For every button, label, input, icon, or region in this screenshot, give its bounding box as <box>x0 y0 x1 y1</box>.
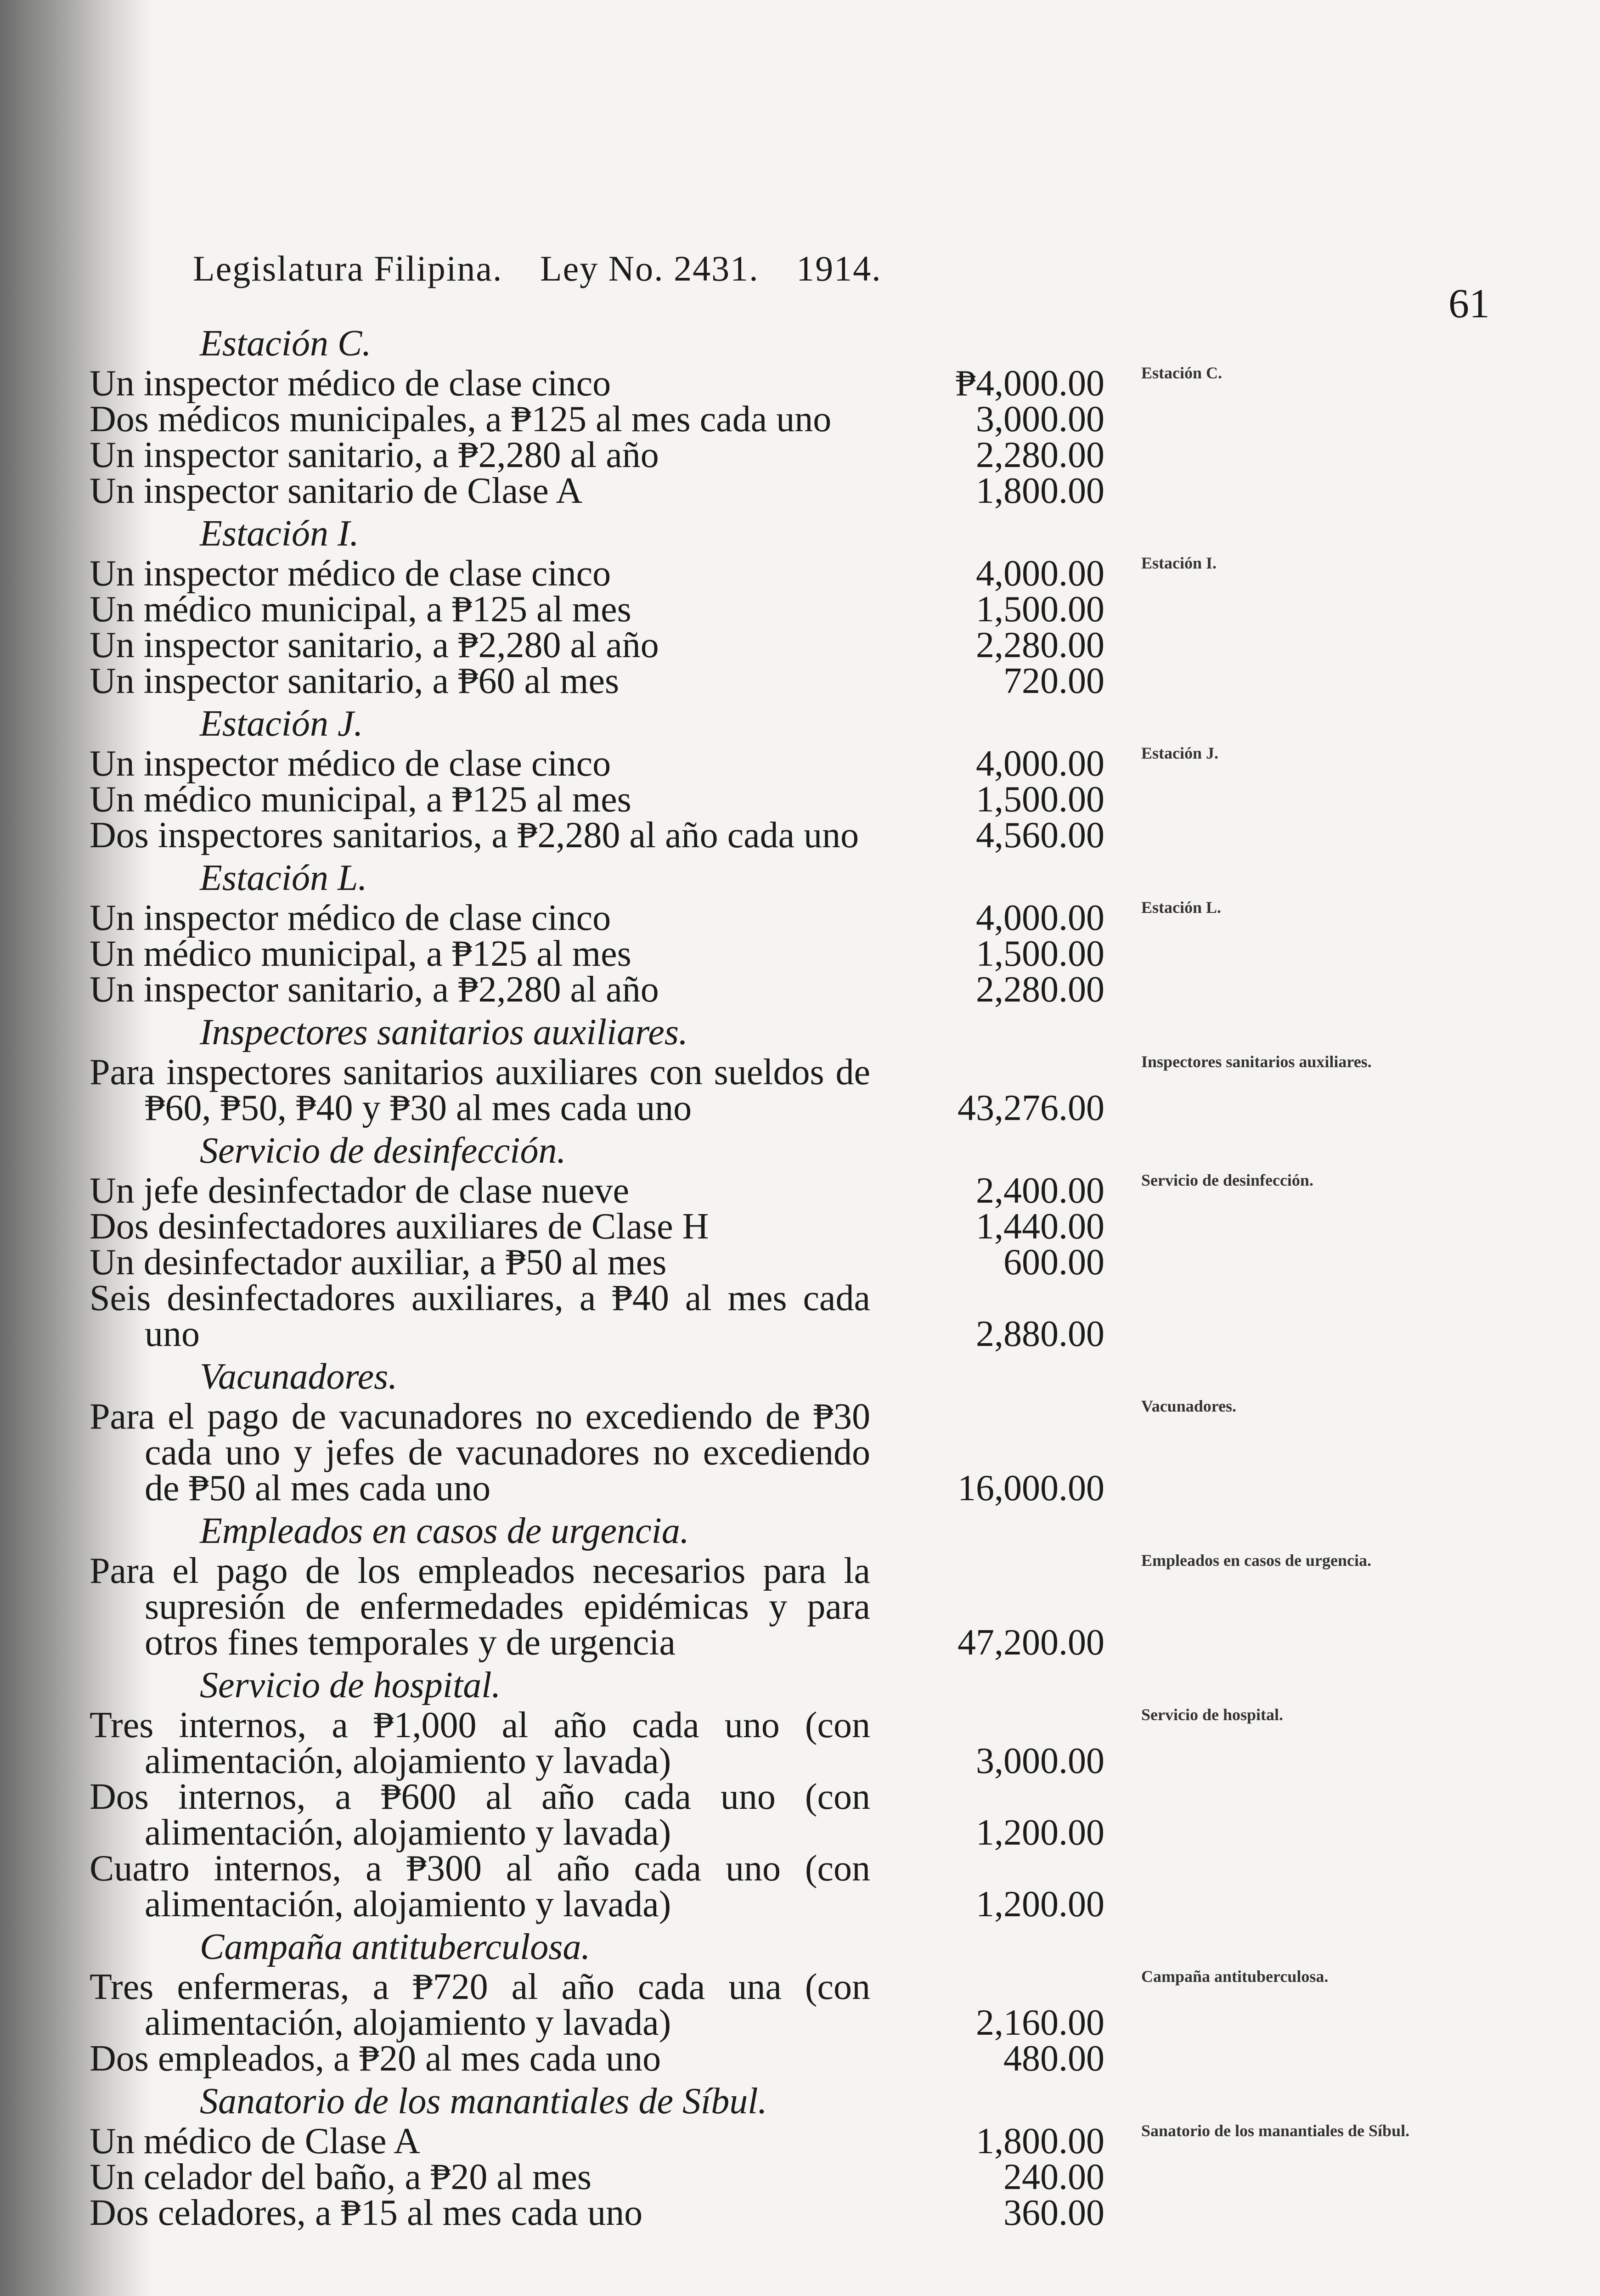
line-item-amount: 3,000.00 <box>976 1741 1104 1781</box>
line-item-text: Para inspectores sanitarios auxiliares con sueldos de ₱60, ₱50, ₱40 y ₱30 al mes cada uno <box>90 1052 870 1128</box>
line-item-description <box>85 2038 870 2079</box>
line-item-amount: 600.00 <box>1003 1242 1104 1283</box>
line-item <box>85 1206 1440 1247</box>
section-title: Vacunadores. <box>200 1356 398 1397</box>
line-item <box>85 627 1440 663</box>
line-item <box>85 1707 1440 1779</box>
line-item-text: Dos internos, a ₱600 al año cada uno (con alimentación, alojamiento y lavada) <box>90 1777 870 1853</box>
section-title: Estación I. <box>200 513 359 554</box>
line-item-amount: ₱4,000.00 <box>955 363 1104 404</box>
line-item-text: Un jefe desinfectador de clase nueve <box>90 1171 629 1211</box>
line-item-description <box>85 900 870 936</box>
line-item-amount: 2,400.00 <box>976 1171 1104 1211</box>
line-item <box>85 1848 1440 1925</box>
line-item-description <box>85 1969 870 2041</box>
line-item-amount: 2,160.00 <box>976 2003 1104 2043</box>
page-number: 61 <box>1448 281 1490 326</box>
line-item-text: Dos empleados, a ₱20 al mes cada uno <box>90 2038 661 2079</box>
section-title: Servicio de hospital. <box>200 1665 501 1705</box>
line-item <box>85 589 1440 630</box>
line-item-description <box>85 1242 870 1283</box>
line-item-amount: 1,200.00 <box>976 1812 1104 1853</box>
line-item-amount: 16,000.00 <box>958 1468 1104 1508</box>
margin-note: Campaña antituberculosa. <box>1141 1967 1329 1986</box>
line-item-description <box>85 1054 870 1126</box>
line-item <box>85 401 1440 437</box>
line-item <box>85 2123 1440 2159</box>
line-item-amount: 240.00 <box>1003 2157 1104 2197</box>
margin-note: Inspectores sanitarios auxiliares. <box>1141 1052 1372 1071</box>
line-item <box>85 2038 1440 2079</box>
line-item <box>85 1551 1440 1663</box>
line-item-amount: 2,880.00 <box>976 1314 1104 1354</box>
budget-section <box>85 856 1440 1010</box>
line-item-text: Un médico municipal, a ₱125 al mes <box>90 934 631 974</box>
line-item <box>85 663 1440 699</box>
line-item-amount: 1,500.00 <box>976 779 1104 820</box>
line-item <box>85 1280 1440 1352</box>
line-item-amount: 480.00 <box>1003 2038 1104 2079</box>
line-item-amount: 360.00 <box>1003 2193 1104 2233</box>
section-title: Estación L. <box>200 858 367 898</box>
line-item-text: Un inspector médico de clase cinco <box>90 553 611 594</box>
line-item-amount: 4,000.00 <box>976 553 1104 594</box>
line-item-text: Un médico municipal, a ₱125 al mes <box>90 589 631 630</box>
line-item <box>85 817 1440 853</box>
line-item-description <box>85 1779 870 1851</box>
line-item-text: Para el pago de vacunadores no excediendo de ₱30 cada uno y jefes de vacunadores no excediendo de ₱50 al mes cada uno <box>90 1396 870 1508</box>
section-title: Empleados en casos de urgencia. <box>200 1511 689 1551</box>
line-item-description <box>85 1280 870 1352</box>
header-publisher: Legislatura Filipina. <box>193 248 503 288</box>
margin-note: Estación I. <box>1141 554 1217 572</box>
line-item-text: Tres internos, a ₱1,000 al año cada uno (con alimentación, alojamiento y lavada) <box>90 1705 870 1781</box>
line-item-amount: 1,500.00 <box>976 934 1104 974</box>
line-item <box>85 437 1440 473</box>
line-item-amount: 2,280.00 <box>976 969 1104 1010</box>
line-item-description <box>85 2195 870 2231</box>
line-item-description <box>85 817 870 853</box>
line-item-amount: 1,500.00 <box>976 589 1104 630</box>
line-item-text: Un inspector sanitario, a ₱60 al mes <box>90 661 620 701</box>
line-item-amount: 4,560.00 <box>976 815 1104 855</box>
margin-note: Estación J. <box>1141 744 1219 762</box>
line-item-description <box>85 437 870 473</box>
line-item-description <box>85 589 870 630</box>
section-title: Estación J. <box>200 703 363 744</box>
line-item-description <box>85 1173 870 1209</box>
line-item <box>85 1396 1440 1508</box>
line-item-amount: 4,000.00 <box>976 743 1104 784</box>
line-item-text: Dos médicos municipales, a ₱125 al mes cada uno <box>90 399 832 439</box>
line-item-description <box>85 473 870 509</box>
section-title: Sanatorio de los manantiales de Síbul. <box>200 2081 767 2122</box>
line-item <box>85 1242 1440 1283</box>
margin-note: Servicio de desinfección. <box>1141 1171 1313 1189</box>
line-item-amount: 720.00 <box>1003 661 1104 701</box>
line-item-text: Para el pago de los empleados necesarios para la supresión de enfermedades epidémicas y para otros fines temporales y de urgencia <box>90 1551 870 1663</box>
budget-section <box>85 1010 1440 1129</box>
line-item <box>85 2159 1440 2195</box>
line-item-description <box>85 2159 870 2195</box>
line-item-amount: 1,800.00 <box>976 2121 1104 2161</box>
budget-section <box>85 1129 1440 1355</box>
budget-section <box>85 321 1440 512</box>
line-item-description <box>85 1396 870 1508</box>
line-item-text: Un inspector médico de clase cinco <box>90 743 611 784</box>
line-item-text: Dos desinfectadores auxiliares de Clase H <box>90 1206 709 1247</box>
line-item-description <box>85 1206 870 1247</box>
line-item-amount: 1,440.00 <box>976 1206 1104 1247</box>
line-item-amount: 2,280.00 <box>976 625 1104 665</box>
line-item <box>85 969 1440 1010</box>
line-item-description <box>85 553 870 594</box>
line-item-text: Seis desinfectadores auxiliares, a ₱40 al mes cada uno <box>90 1278 870 1354</box>
line-item-description <box>85 663 870 699</box>
line-item-description <box>85 936 870 972</box>
line-item <box>85 1054 1440 1126</box>
line-item <box>85 743 1440 784</box>
budget-section <box>85 1509 1440 1663</box>
line-item <box>85 900 1440 936</box>
line-item-amount: 3,000.00 <box>976 399 1104 439</box>
line-item-text: Dos inspectores sanitarios, a ₱2,280 al año cada uno <box>90 815 859 855</box>
line-item-text: Un celador del baño, a ₱20 al mes <box>90 2157 592 2197</box>
margin-note: Vacunadores. <box>1141 1397 1237 1415</box>
line-item-text: Un inspector médico de clase cinco <box>90 898 611 938</box>
line-item <box>85 1969 1440 2041</box>
margin-note: Sanatorio de los manantiales de Síbul. <box>1141 2122 1410 2140</box>
line-item-text: Dos celadores, a ₱15 al mes cada uno <box>90 2193 643 2233</box>
line-item-amount: 47,200.00 <box>958 1622 1104 1663</box>
line-item-text: Cuatro internos, a ₱300 al año cada uno (con alimentación, alojamiento y lavada) <box>90 1848 870 1925</box>
line-item-text: Un desinfectador auxiliar, a ₱50 al mes <box>90 1242 667 1283</box>
budget-section <box>85 702 1440 856</box>
line-item-amount: 2,280.00 <box>976 435 1104 475</box>
margin-note: Empleados en casos de urgencia. <box>1141 1551 1372 1570</box>
line-item-description <box>85 1551 870 1663</box>
line-item-description <box>85 363 870 404</box>
line-item-amount: 1,800.00 <box>976 471 1104 511</box>
appropriation-list <box>85 321 1440 2234</box>
line-item-text: Un médico municipal, a ₱125 al mes <box>90 779 631 820</box>
margin-note: Estación L. <box>1141 898 1222 917</box>
line-item <box>85 779 1440 820</box>
budget-section <box>85 512 1440 702</box>
budget-section <box>85 1663 1440 1925</box>
line-item-text: Un inspector sanitario de Clase A <box>90 471 583 511</box>
line-item-description <box>85 1707 870 1779</box>
line-item <box>85 1173 1440 1209</box>
line-item-text: Un inspector sanitario, a ₱2,280 al año <box>90 969 659 1010</box>
section-title: Servicio de desinfección. <box>200 1131 566 1171</box>
line-item-description <box>85 401 870 437</box>
budget-section <box>85 1355 1440 1509</box>
line-item-text: Un inspector sanitario, a ₱2,280 al año <box>90 435 659 475</box>
line-item <box>85 936 1440 972</box>
line-item-text: Un médico de Clase A <box>90 2121 420 2161</box>
line-item-description <box>85 969 870 1010</box>
line-item <box>85 2195 1440 2231</box>
running-header <box>193 248 1350 289</box>
line-item <box>85 553 1440 594</box>
section-title: Inspectores sanitarios auxiliares. <box>200 1012 688 1052</box>
margin-note: Servicio de hospital. <box>1141 1705 1284 1724</box>
line-item-description <box>85 1848 870 1925</box>
line-item-amount: 43,276.00 <box>958 1088 1104 1128</box>
budget-section <box>85 1925 1440 2079</box>
line-item-description <box>85 779 870 820</box>
line-item-description <box>85 2123 870 2159</box>
line-item-text: Un inspector sanitario, a ₱2,280 al año <box>90 625 659 665</box>
line-item <box>85 473 1440 509</box>
line-item <box>85 363 1440 404</box>
line-item-description <box>85 743 870 784</box>
section-title: Campaña antituberculosa. <box>200 1927 591 1967</box>
budget-section <box>85 2079 1440 2234</box>
line-item-amount: 4,000.00 <box>976 898 1104 938</box>
line-item-text: Tres enfermeras, a ₱720 al año cada una (con alimentación, alojamiento y lavada) <box>90 1967 870 2043</box>
line-item-amount: 1,200.00 <box>976 1884 1104 1925</box>
line-item <box>85 1779 1440 1851</box>
header-year: 1914. <box>796 248 882 288</box>
line-item-description <box>85 627 870 663</box>
margin-note: Estación C. <box>1141 364 1223 382</box>
line-item-text: Un inspector médico de clase cinco <box>90 363 611 404</box>
header-law: Ley No. 2431. <box>540 248 759 288</box>
section-title: Estación C. <box>200 323 372 364</box>
